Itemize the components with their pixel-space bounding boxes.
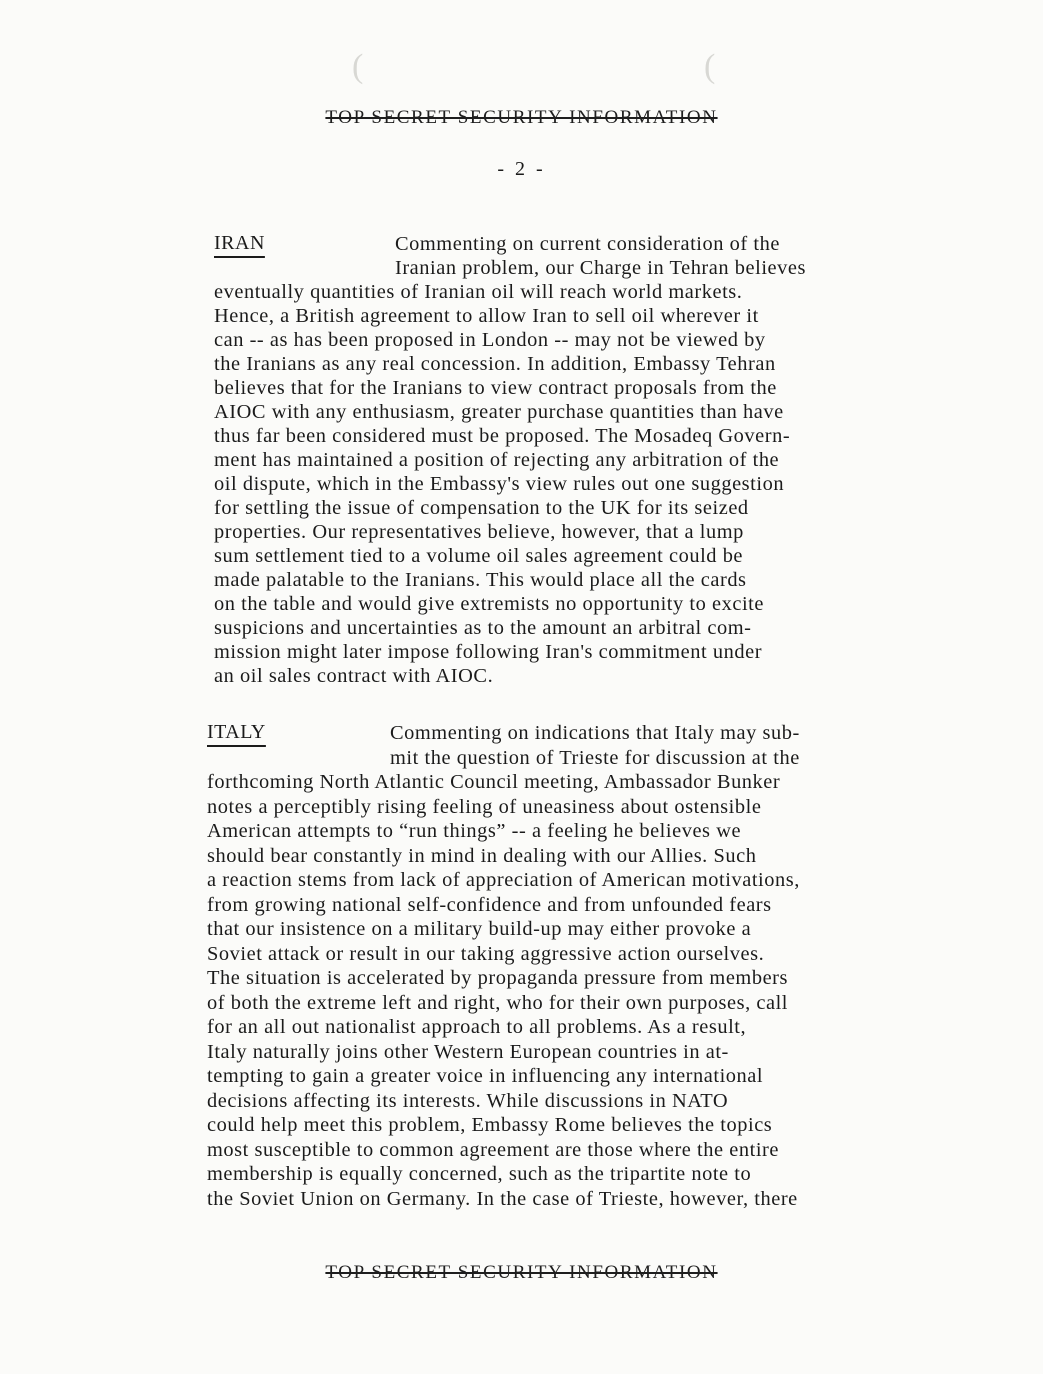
footer-classification-text: TOP SECRET SECURITY INFORMATION: [325, 1262, 718, 1283]
paragraph-line: that our insistence on a military build-up may either provoke a: [207, 918, 752, 940]
paragraph-line: Italy naturally joins other Western European countries in at-: [207, 1040, 729, 1063]
paragraph-line: eventually quantities of Iranian oil will reach world markets.: [214, 281, 743, 303]
paragraph-line: suspicions and uncertainties as to the amount an arbitral com-: [214, 617, 752, 639]
paragraph-line: AIOC with any enthusiasm, greater purchase quantities than have: [214, 401, 784, 423]
paragraph-line: The situation is accelerated by propaganda pressure from members: [207, 967, 789, 989]
paragraph-line: sum settlement tied to a volume oil sales agreement could be: [214, 545, 744, 567]
paragraph-line: for settling the issue of compensation to the UK for its seized: [214, 497, 749, 519]
paragraph-line: from growing national self-confidence and from unfounded fears: [207, 893, 772, 916]
paragraph-line: properties. Our representatives believe, however, that a lump: [214, 521, 744, 543]
paragraph-line: mit the question of Trieste for discussion at the: [390, 746, 800, 769]
paragraph-line: for an all out nationalist approach to all problems. As a result,: [207, 1016, 747, 1038]
paragraph-line: made palatable to the Iranians. This would place all the cards: [214, 569, 747, 591]
paragraph-line: forthcoming North Atlantic Council meeting, Ambassador Bunker: [207, 771, 781, 793]
paragraph-line: Soviet attack or result in our taking aggressive action ourselves.: [207, 942, 765, 965]
paragraph-line: a reaction stems from lack of appreciation of American motivations,: [207, 869, 800, 891]
header-classification-text: TOP SECRET SECURITY INFORMATION: [325, 107, 718, 128]
paragraph-line: should bear constantly in mind in dealing with our Allies. Such: [207, 844, 757, 867]
paragraph-line: membership is equally concerned, such as the tripartite note to: [207, 1163, 752, 1185]
paragraph-line: tempting to gain a greater voice in influencing any international: [207, 1065, 764, 1087]
paragraph-line: thus far been considered must be proposed. The Mosadeq Govern-: [214, 425, 791, 447]
section-heading-italy: ITALY: [207, 721, 266, 743]
paragraph-line: notes a perceptibly rising feeling of uneasiness about ostensible: [207, 795, 762, 818]
paragraph-line: mission might later impose following Iran's commitment under: [214, 641, 763, 663]
paragraph-line: oil dispute, which in the Embassy's view rules out one suggestion: [214, 473, 785, 495]
paragraph-line: can -- as has been proposed in London -- may not be viewed by: [214, 329, 766, 351]
paragraph-line: Iranian problem, our Charge in Tehran believes: [395, 257, 806, 279]
section-heading-iran: IRAN: [214, 232, 265, 254]
paragraph-line: of both the extreme left and right, who for their own purposes, call: [207, 991, 788, 1014]
footer-classification: [0, 1262, 1043, 1284]
paragraph-line: Commenting on current consideration of the: [395, 233, 780, 255]
paragraph-line: decisions affecting its interests. While discussions in NATO: [207, 1089, 729, 1112]
paragraph-line: on the table and would give extremists no opportunity to excite: [214, 593, 764, 615]
paragraph-line: could help meet this problem, Embassy Rome believes the topics: [207, 1114, 773, 1136]
paragraph-line: most susceptible to common agreement are those where the entire: [207, 1138, 779, 1161]
paragraph-line: the Iranians as any real concession. In addition, Embassy Tehran: [214, 353, 776, 375]
page-number: - 2 -: [497, 158, 546, 180]
paragraph-line: the Soviet Union on Germany. In the case of Trieste, however, there: [207, 1187, 798, 1210]
paragraph-line: American attempts to “run things” -- a feeling he believes we: [207, 820, 742, 842]
paragraph-line: Hence, a British agreement to allow Iran to sell oil wherever it: [214, 305, 759, 327]
paragraph-line: ment has maintained a position of rejecting any arbitration of the: [214, 449, 780, 471]
paragraph-line: believes that for the Iranians to view contract proposals from the: [214, 377, 777, 399]
header-classification: [0, 107, 1043, 129]
paragraph-line: an oil sales contract with AIOC.: [214, 665, 494, 687]
faint-bracket-mark-left: (: [352, 48, 364, 85]
faint-bracket-mark-right: (: [704, 48, 716, 85]
paragraph-line: Commenting on indications that Italy may sub-: [390, 722, 800, 744]
